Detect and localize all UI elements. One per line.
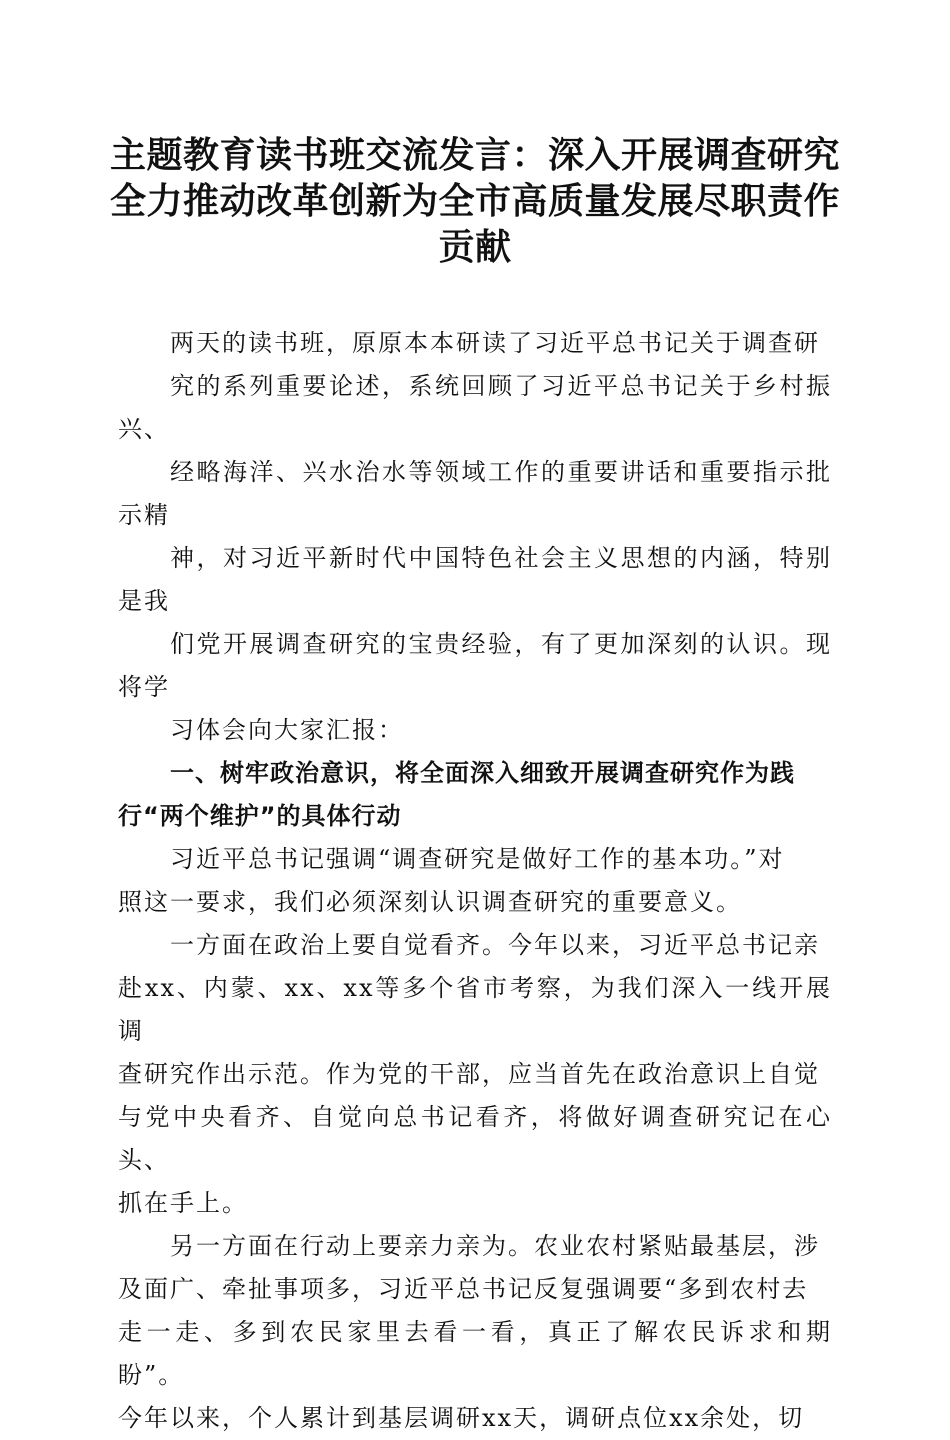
- title-line-1: 主题教育读书班交流发言：深入开展调查研究: [109, 134, 840, 176]
- paragraph-intro: [118, 322, 832, 752]
- section-heading-1: [118, 752, 832, 838]
- text-line: 抓在手上。: [118, 1189, 248, 1217]
- text-line: 神，对习近平新时代中国特色社会主义思想的内涵，特别是我: [118, 544, 832, 615]
- text-line: 两天的读书班，原原本本研读了习近平总书记关于调查研: [170, 329, 820, 357]
- paragraph-political: [118, 924, 832, 1225]
- text-line: 查研究作出示范。作为党的干部，应当首先在政治意识上自觉: [118, 1060, 820, 1088]
- text-line: 究的系列重要论述，系统回顾了习近平总书记关于乡村振兴、: [118, 372, 832, 443]
- text-line: 另一方面在行动上要亲力亲为。农业农村紧贴最基层，涉: [170, 1232, 820, 1260]
- text-line: 习近平总书记强调“调查研究是做好工作的基本功。”对: [170, 845, 785, 873]
- text-line: 今年以来，个人累计到基层调研xx天，调研点位xx余处，切: [118, 1404, 805, 1432]
- paragraph-quote: [118, 838, 832, 924]
- text-line: 一方面在政治上要自觉看齐。今年以来，习近平总书记亲: [170, 931, 820, 959]
- text-line: 经略海洋、兴水治水等领域工作的重要讲话和重要指示批示精: [118, 458, 832, 529]
- paragraph-action: [118, 1225, 832, 1440]
- heading-line: 行“两个维护”的具体行动: [118, 802, 402, 830]
- text-line: 与党中央看齐、自觉向总书记看齐，将做好调查研究记在心头、: [118, 1103, 832, 1174]
- text-line: 照这一要求，我们必须深刻认识调查研究的重要意义。: [118, 888, 742, 916]
- text-line: 习体会向大家汇报：: [170, 716, 404, 744]
- text-line: 走一走、多到农民家里去看一看，真正了解农民诉求和期盼”。: [118, 1318, 832, 1389]
- document-title: [100, 132, 850, 270]
- text-line: 赴xx、内蒙、xx、xx等多个省市考察，为我们深入一线开展调: [118, 974, 832, 1045]
- document-body: [118, 322, 832, 1440]
- text-line: 及面广、牵扯事项多，习近平总书记反复强调要“多到农村去: [118, 1275, 809, 1303]
- heading-line: 一、树牢政治意识，将全面深入细致开展调查研究作为践: [170, 759, 795, 787]
- title-line-3: 贡献: [438, 226, 512, 268]
- title-line-2: 全力推动改革创新为全市高质量发展尽职责作: [109, 180, 840, 222]
- text-line: 们党开展调查研究的宝贵经验，有了更加深刻的认识。现将学: [118, 630, 832, 701]
